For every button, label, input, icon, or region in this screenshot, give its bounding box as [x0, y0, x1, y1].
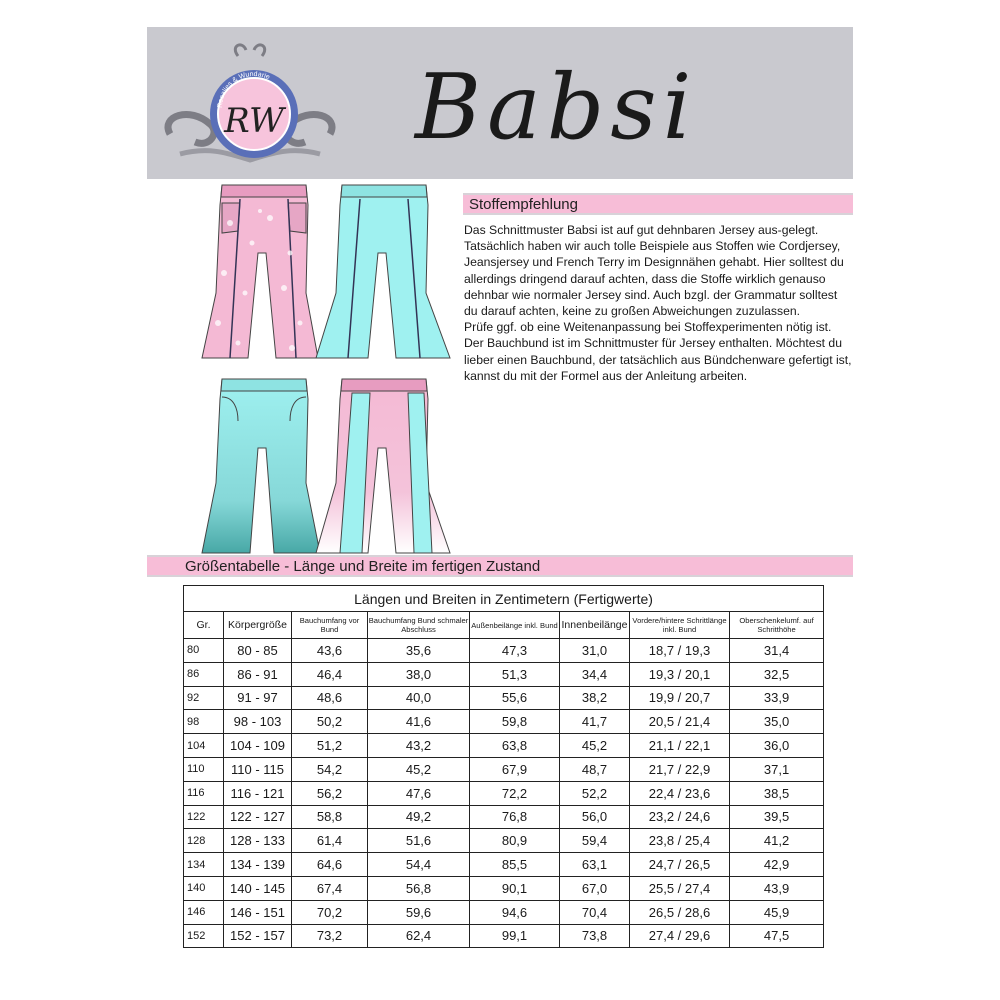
size-cell: 152 — [184, 924, 224, 948]
size-table-wrapper — [183, 585, 823, 948]
value-cell: 59,6 — [368, 900, 470, 924]
size-cell: 110 — [184, 757, 224, 781]
value-cell: 33,9 — [730, 686, 824, 710]
value-cell: 35,0 — [730, 710, 824, 734]
value-cell: 41,6 — [368, 710, 470, 734]
fabric-heading: Stoffempfehlung — [469, 196, 578, 213]
value-cell: 91 - 97 — [224, 686, 292, 710]
value-cell: 61,4 — [292, 829, 368, 853]
value-cell: 140 - 145 — [224, 876, 292, 900]
size-cell: 104 — [184, 734, 224, 758]
value-cell: 90,1 — [470, 876, 560, 900]
fabric-recommendation-text — [464, 222, 852, 384]
value-cell: 63,1 — [560, 853, 630, 877]
value-cell: 36,0 — [730, 734, 824, 758]
value-cell: 31,4 — [730, 639, 824, 663]
column-header: Vordere/hintere Schrittlänge inkl. Bund — [630, 612, 730, 639]
value-cell: 20,5 / 21,4 — [630, 710, 730, 734]
value-cell: 38,0 — [368, 662, 470, 686]
value-cell: 152 - 157 — [224, 924, 292, 948]
value-cell: 42,9 — [730, 853, 824, 877]
value-cell: 49,2 — [368, 805, 470, 829]
value-cell: 48,7 — [560, 757, 630, 781]
value-cell: 73,2 — [292, 924, 368, 948]
value-cell: 40,0 — [368, 686, 470, 710]
value-cell: 56,2 — [292, 781, 368, 805]
value-cell: 47,5 — [730, 924, 824, 948]
value-cell: 59,8 — [470, 710, 560, 734]
size-cell: 122 — [184, 805, 224, 829]
garment-aqua-flare — [316, 185, 450, 358]
column-header: Gr. — [184, 612, 224, 639]
value-cell: 76,8 — [470, 805, 560, 829]
value-cell: 134 - 139 — [224, 853, 292, 877]
value-cell: 19,3 / 20,1 — [630, 662, 730, 686]
value-cell: 34,4 — [560, 662, 630, 686]
table-row — [184, 900, 824, 924]
value-cell: 46,4 — [292, 662, 368, 686]
value-cell: 67,9 — [470, 757, 560, 781]
value-cell: 116 - 121 — [224, 781, 292, 805]
value-cell: 56,0 — [560, 805, 630, 829]
logo-ring-text: Rosalies & Wundarie — [216, 70, 271, 109]
value-cell: 38,5 — [730, 781, 824, 805]
value-cell: 26,5 / 28,6 — [630, 900, 730, 924]
size-cell: 128 — [184, 829, 224, 853]
size-chart-heading: Größentabelle - Länge und Breite im fertigen Zustand — [185, 558, 541, 575]
value-cell: 23,8 / 25,4 — [630, 829, 730, 853]
fabric-paragraph: Das Schnittmuster Babsi ist auf gut dehnbaren Jersey aus-gelegt. Tatsächlich haben wir auch tolle Beispiele aus Stoffen wie Cordjersey, Jeansjersey und French Terry im Designnähen gehabt. Hier solltest du allerdings dringend darauf achten, dass die Stoffe wirklich genauso dehnbar wie normaler Jersey sind. Auch bzgl. der Grammatur solltest du darauf achten, keine zu großen Abweichungen zuzulassen. — [464, 223, 844, 319]
value-cell: 47,6 — [368, 781, 470, 805]
value-cell: 72,2 — [470, 781, 560, 805]
garment-aqua-ombre — [202, 379, 320, 553]
value-cell: 99,1 — [470, 924, 560, 948]
value-cell: 21,1 / 22,1 — [630, 734, 730, 758]
value-cell: 104 - 109 — [224, 734, 292, 758]
table-row — [184, 924, 824, 948]
logo-initials: RW — [224, 101, 284, 141]
value-cell: 22,4 / 23,6 — [630, 781, 730, 805]
pattern-title: Babsi — [415, 55, 698, 160]
value-cell: 24,7 / 26,5 — [630, 853, 730, 877]
table-row — [184, 734, 824, 758]
value-cell: 47,3 — [470, 639, 560, 663]
value-cell: 122 - 127 — [224, 805, 292, 829]
value-cell: 25,5 / 27,4 — [630, 876, 730, 900]
value-cell: 73,8 — [560, 924, 630, 948]
size-cell: 98 — [184, 710, 224, 734]
value-cell: 54,2 — [292, 757, 368, 781]
value-cell: 70,2 — [292, 900, 368, 924]
value-cell: 54,4 — [368, 853, 470, 877]
value-cell: 48,6 — [292, 686, 368, 710]
garment-pink-floral — [202, 185, 318, 358]
garment-pink-stripe — [316, 379, 450, 553]
value-cell: 128 - 133 — [224, 829, 292, 853]
value-cell: 55,6 — [470, 686, 560, 710]
table-row — [184, 805, 824, 829]
value-cell: 43,2 — [368, 734, 470, 758]
brand-logo — [150, 36, 350, 176]
value-cell: 86 - 91 — [224, 662, 292, 686]
value-cell: 110 - 115 — [224, 757, 292, 781]
value-cell: 21,7 / 22,9 — [630, 757, 730, 781]
value-cell: 67,4 — [292, 876, 368, 900]
value-cell: 94,6 — [470, 900, 560, 924]
value-cell: 67,0 — [560, 876, 630, 900]
value-cell: 39,5 — [730, 805, 824, 829]
value-cell: 51,6 — [368, 829, 470, 853]
value-cell: 43,6 — [292, 639, 368, 663]
column-header: Oberschenkelumf. auf Schritthöhe — [730, 612, 824, 639]
value-cell: 23,2 / 24,6 — [630, 805, 730, 829]
column-header: Innenbeilänge — [560, 612, 630, 639]
value-cell: 85,5 — [470, 853, 560, 877]
size-cell: 86 — [184, 662, 224, 686]
value-cell: 98 - 103 — [224, 710, 292, 734]
value-cell: 37,1 — [730, 757, 824, 781]
size-table — [183, 585, 824, 948]
value-cell: 45,2 — [560, 734, 630, 758]
value-cell: 58,8 — [292, 805, 368, 829]
table-row — [184, 757, 824, 781]
value-cell: 51,2 — [292, 734, 368, 758]
size-cell: 134 — [184, 853, 224, 877]
value-cell: 62,4 — [368, 924, 470, 948]
size-cell: 80 — [184, 639, 224, 663]
fabric-heading-bar — [463, 193, 853, 215]
value-cell: 35,6 — [368, 639, 470, 663]
size-cell: 140 — [184, 876, 224, 900]
size-cell: 92 — [184, 686, 224, 710]
table-row — [184, 876, 824, 900]
value-cell: 80 - 85 — [224, 639, 292, 663]
table-row — [184, 639, 824, 663]
value-cell: 32,5 — [730, 662, 824, 686]
table-row — [184, 662, 824, 686]
value-cell: 41,2 — [730, 829, 824, 853]
value-cell: 19,9 / 20,7 — [630, 686, 730, 710]
garment-illustrations — [200, 183, 455, 555]
size-cell: 116 — [184, 781, 224, 805]
fabric-paragraph: Prüfe ggf. ob eine Weitenanpassung bei Stoffexperimenten nötig ist. — [464, 320, 832, 335]
table-row — [184, 686, 824, 710]
column-header: Außenbeilänge inkl. Bund — [470, 612, 560, 639]
table-row — [184, 781, 824, 805]
value-cell: 27,4 / 29,6 — [630, 924, 730, 948]
table-caption: Längen und Breiten in Zentimetern (Fertigwerte) — [184, 586, 824, 612]
table-row — [184, 829, 824, 853]
value-cell: 45,2 — [368, 757, 470, 781]
value-cell: 59,4 — [560, 829, 630, 853]
value-cell: 70,4 — [560, 900, 630, 924]
value-cell: 50,2 — [292, 710, 368, 734]
value-cell: 146 - 151 — [224, 900, 292, 924]
value-cell: 38,2 — [560, 686, 630, 710]
size-cell: 146 — [184, 900, 224, 924]
value-cell: 63,8 — [470, 734, 560, 758]
value-cell: 56,8 — [368, 876, 470, 900]
value-cell: 43,9 — [730, 876, 824, 900]
size-chart-heading-bar — [147, 555, 853, 577]
value-cell: 64,6 — [292, 853, 368, 877]
table-row — [184, 853, 824, 877]
value-cell: 80,9 — [470, 829, 560, 853]
column-header: Körpergröße — [224, 612, 292, 639]
value-cell: 51,3 — [470, 662, 560, 686]
column-header: Bauchumfang vor Bund — [292, 612, 368, 639]
value-cell: 52,2 — [560, 781, 630, 805]
table-row — [184, 710, 824, 734]
value-cell: 18,7 / 19,3 — [630, 639, 730, 663]
value-cell: 41,7 — [560, 710, 630, 734]
column-header: Bauchumfang Bund schmaler Abschluss — [368, 612, 470, 639]
value-cell: 31,0 — [560, 639, 630, 663]
value-cell: 45,9 — [730, 900, 824, 924]
fabric-paragraph: Der Bauchbund ist im Schnittmuster für Jersey enthalten. Möchtest du lieber einen Bauchbund, der tatsächlich aus Bündchenware gefertigt ist, kannst du mit der Formel aus der Anleitung arbeiten. — [464, 336, 852, 383]
